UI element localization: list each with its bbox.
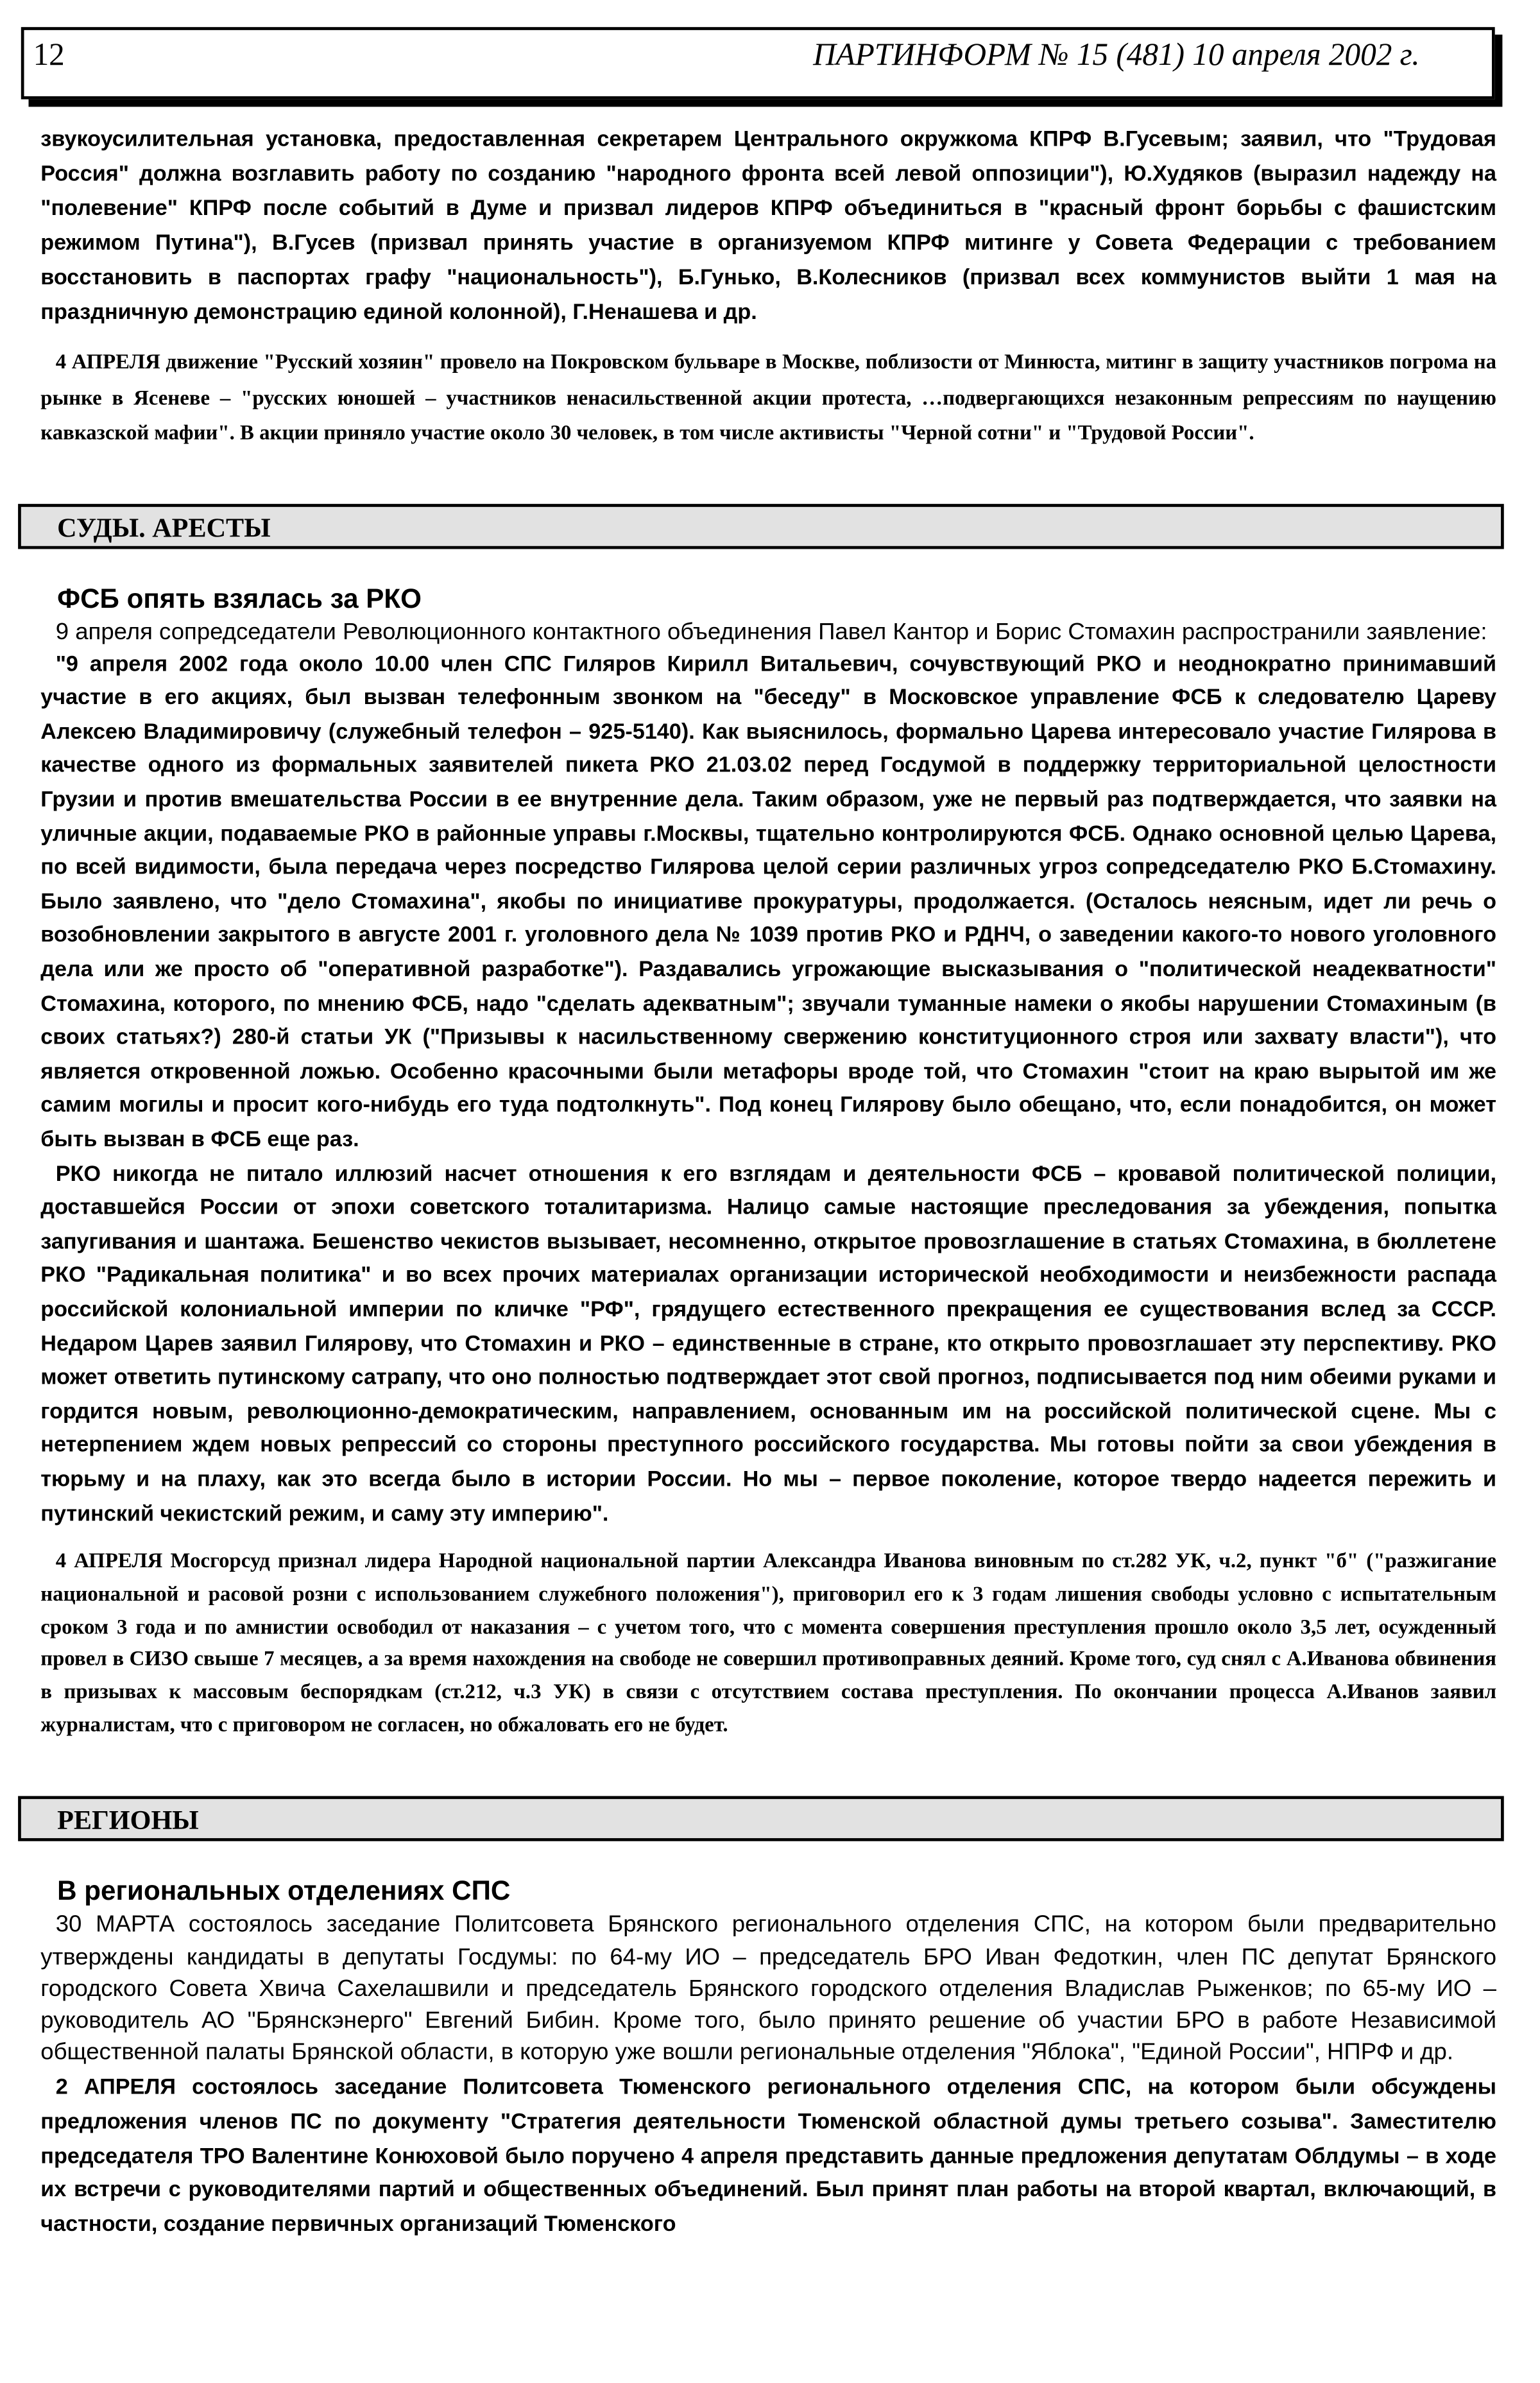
date-lead: 4 АПРЕЛЯ — [55, 352, 160, 375]
section-title: РЕГИОНЫ — [57, 1805, 199, 1836]
news-text: состоялось заседание Политсовета Тюменского регионального отделения СПС, на котором были обсуждены предложения членов ПС по документу "Стратегия деятельности Тюменской областной думы третьего созыва". Заместителю председателя ТРО Валентине Конюховой было поручено 4 апреля представить данные предложения депутатам Облдумы – в ходе их встречи с руководителями партий и общественных объединений. Был принят план работы на второй квартал, включающий, в частности, создание первичных организаций Тюменского — [40, 2076, 1497, 2237]
article-heading: В региональных отделениях СПС — [57, 1876, 511, 1907]
publication-title: ПАРТИНФОРМ № 15 (481) 10 апреля 2002 г. — [813, 36, 1420, 73]
article-heading: ФСБ опять взялась за РКО — [57, 583, 422, 614]
section-header-courts — [18, 503, 1504, 548]
section-title: СУДЫ. АРЕСТЫ — [57, 512, 271, 542]
regions-paragraph-1: 30 МАРТА состоялось заседание Политсовета Брянского регионального отделения СПС, на котором были предварительно утверждены кандидаты в депутаты Госдумы: по 64-му ИО – председатель БРО Иван Федоткин, член ПС депутат Брянского городского Совета Хвича Сахелашвили и председатель Брянского городского отделения Владислав Рыженков; по 65-му ИО – руководитель АО "Брянскэнерго" Евгений Бибин. Кроме того, было принято решение об участии БРО в работе Независимой общественной палаты Брянской области, в которую уже вошли региональные отделения "Яблока", "Единой России", НПРФ и др. — [40, 1912, 1497, 2066]
date-lead: 4 АПРЕЛЯ — [55, 1551, 163, 1574]
news-text: Мосгорсуд признал лидера Народной национальной партии Александра Иванова виновным по ст.282 УК, ч.2, пункт "б" ("разжигание национальной и расовой розни с использованием служебного положения"), приговорил его к 3 годам лишения свободы условно с испытательным сроком 3 года и по амнистии освободил от наказания – с учетом того, что с момента совершения преступления прошло около 3,5 лет, осужденный провел в СИЗО свыше 7 месяцев, а за время нахождения на свободе не совершил противоправных деяний. Кроме того, суд снял с А.Иванова обвинения в призывах к массовым беспорядкам (ст.212, ч.3 УК) в связи с отсутствием состава преступления. По окончании процесса А.Иванов заявил журналистам, что с приговором не согласен, но обжаловать его не будет. — [40, 1551, 1497, 1737]
intro-paragraph: звукоусилительная установка, предоставленная секретарем Центрального окружкома КПРФ В.Гусевым; заявил, что "Трудовая Россия" должна возглавить работу по созданию "народного фронта всей левой оппозиции"), Ю.Худяков (выразил надежду на "полевение" КПРФ после событий в Думе и призвал лидеров КПРФ объединиться в "красный фронт борьбы с фашистским режимом Путина"), В.Гусев (призвал принять участие в организуемом КПРФ митинге у Совета Федерации с требованием восстановить в паспортах графу "национальность"), Б.Гунько, В.Колесников (призвал всех коммунистов выйти 1 мая на праздничную демонстрацию единой колонной), Г.Ненашева и др. — [40, 128, 1497, 325]
article-lead: 9 апреля сопредседатели Революционного контактного объединения Павел Кантор и Борис Стомахин распространили заявление: — [55, 619, 1487, 645]
page-header — [21, 27, 1495, 99]
page-number: 12 — [33, 36, 65, 73]
news-item-russkiy-khozyain — [40, 346, 1496, 452]
news-item-mosgorsud — [40, 1547, 1496, 1742]
statement-paragraph-1: "9 апреля 2002 года около 10.00 член СПС Гиляров Кирилл Витальевич, сочувствующий РКО и неоднократно принимавший участие в его акциях, был вызван телефонным звонком на "беседу" в Московское управление ФСБ к следователю Цареву Алексею Владимировичу (служебный телефон – 925-5140). Как выяснилось, формально Царева интересовало участие Гилярова в качестве одного из формальных заявителей пикета РКО 21.03.02 перед Госдумой в поддержку территориальной целостности Грузии и против вмешательства России в ее внутренние дела. Таким образом, уже не первый раз подтверждается, что заявки на уличные акции, подаваемые РКО в районные управы г.Москвы, тщательно контролируются ФСБ. Однако основной целью Царева, по всей видимости, была передача через посредство Гилярова целой серии различных угроз сопредседателю РКО Б.Стомахину. Было заявлено, что "дело Стомахина", якобы по инициативе прокуратуры, продолжается. (Осталось неясным, идет ли речь о возобновлении закрытого в августе 2001 г. уголовного дела № 1039 против РКО и РДНЧ, о заведении какого-то нового уголовного дела или же просто об "оперативной разработке"). Раздавались угрожающие высказывания о "политической неадекватности" Стомахина, которого, по мнению ФСБ, надо "сделать адекватным"; звучали туманные намеки о якобы нарушении Стомахиным (в своих статьях?) 280-й статьи УК ("Призывы к насильственному свержению конституционного строя или захвату власти"), что является откровенной ложью. Особенно красочными были метафоры вроде той, что Стомахин "стоит на краю вырытой им же самим могилы и просит кого-нибудь его туда подтолкнуть". Под конец Гилярову было обещано, что, если понадобится, он может быть вызван в ФСБ еще раз. — [40, 652, 1497, 1153]
regions-paragraph-2 — [40, 2072, 1496, 2242]
news-text: движение "Русский хозяин" провело на Покровском бульваре в Москве, поблизости от Минюста, митинг в защиту участников погрома на рынке в Ясеневе – "русских юношей – участников ненасильственной акции протеста, …подвергающихся незаконным репрессиям по наущению кавказской мафии". В акции приняло участие около 30 человек, в том числе активисты "Черной сотни" и "Трудовой России". — [40, 352, 1497, 445]
statement-paragraph-2: РКО никогда не питало иллюзий насчет отношения к его взглядам и деятельности ФСБ – кровавой политической полиции, доставшейся России от эпохи советского тоталитаризма. Налицо самые настоящие преследования за убеждения, попытка запугивания и шантажа. Бешенство чекистов вызывает, несомненно, открытое провозглашение в статьях Стомахина, в бюллетене РКО "Радикальная политика" и во всех прочих материалах организации исторической необходимости и неизбежности распада российской колониальной империи по кличке "РФ", грядущего естественного прекращения ее существования вслед за СССР. Недаром Царев заявил Гилярову, что Стомахин и РКО – единственные в стране, кто открыто провозглашает эту перспективу. РКО может ответить путинскому сатрапу, что оно полностью подтверждает этот свой прогноз, подписывается под ним обеими руками и гордится новым, революционно-демократическим, направлением, основанным им на российской политической сцене. Мы с нетерпением ждем новых репрессий со стороны преступного российского государства. Мы готовы пойти за свои убеждения в тюрьму и на плаху, как это всегда было в истории России. Но мы – первое поколение, которое твердо надеется пережить и путинский чекистский режим, и саму эту империю". — [40, 1162, 1497, 1526]
section-header-regions — [18, 1796, 1504, 1841]
date-lead: 2 АПРЕЛЯ — [55, 2076, 176, 2101]
